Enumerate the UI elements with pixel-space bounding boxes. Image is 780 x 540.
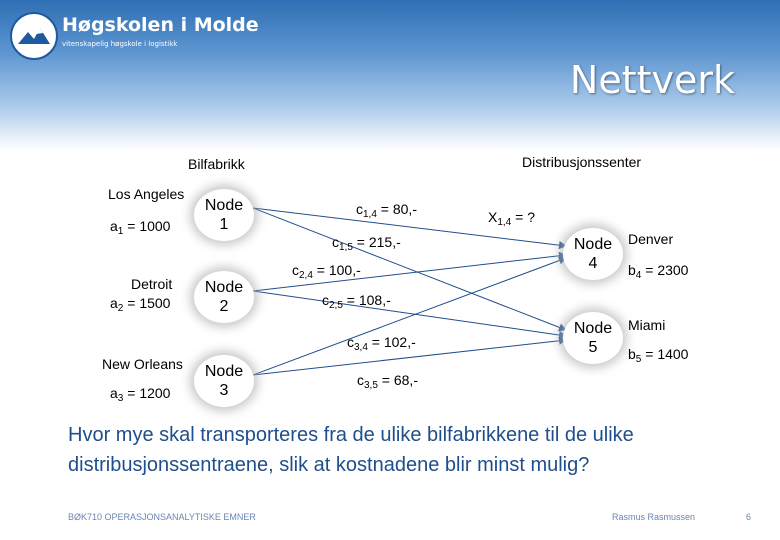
edge-cost-label: $c_{3,4} = 102,-$ (347, 334, 416, 353)
question-text: Hvor mye skal transporteres fra de ulike bilfabrikkene til de ulike distribusjonssentraene, slik at kostnadene blir minst mulig? (68, 424, 634, 476)
supply-label: $a_1 = 1000$ (110, 218, 171, 237)
edge-cost-label: $c_{3,5} = 68,-$ (357, 372, 418, 391)
node-3 (194, 355, 254, 407)
node-word: Node (204, 363, 244, 380)
footer-course: BØK710 OPERASJONSANALYTISKE EMNER (68, 512, 256, 522)
node-number: 3 (219, 382, 229, 399)
center-city: Denver (628, 231, 674, 247)
node-word: Node (204, 197, 244, 214)
demand-label: $b_5 = 1400$ (628, 346, 689, 365)
supply-label: $a_3 = 1200$ (110, 385, 171, 404)
supply-label: $a_2 = 1500$ (110, 295, 171, 314)
edge-cost-label: $c_{1,5} = 215,-$ (332, 234, 401, 253)
node-word: Node (204, 279, 244, 296)
factory-city: Detroit (131, 276, 173, 292)
node-2 (194, 271, 254, 323)
factory-city: New Orleans (102, 356, 183, 372)
node-1 (194, 189, 254, 241)
brand-tagline: vitenskapelig høgskole i logistikk (62, 40, 178, 48)
factories-heading: Bilfabrikk (188, 156, 245, 172)
edge-cost-label: $c_{1,4} = 80,-$ (356, 201, 417, 220)
footer-page-number: 6 (746, 512, 752, 522)
footer-author: Rasmus Rasmussen (612, 512, 696, 522)
edge-cost-label: $c_{2,4} = 100,-$ (292, 262, 361, 281)
brand-name: Høgskolen i Molde (62, 14, 259, 36)
edge-2-5 (253, 291, 566, 336)
node-word: Node (573, 320, 613, 337)
node-number: 4 (588, 255, 598, 272)
node-word: Node (573, 236, 613, 253)
center-city: Miami (628, 317, 666, 333)
centers-heading: Distribusjonssenter (522, 154, 642, 170)
flow-variable-label: $X_{1,4}$ = ? (488, 209, 535, 228)
edge-cost-label: $c_{2,5} = 108,-$ (322, 292, 391, 311)
node-5 (563, 312, 623, 364)
factory-city: Los Angeles (108, 186, 185, 202)
slide-title: Nettverk (569, 58, 735, 102)
demand-label: $b_4 = 2300$ (628, 262, 689, 281)
node-number: 2 (219, 298, 229, 315)
node-number: 5 (588, 339, 598, 356)
node-number: 1 (219, 216, 229, 233)
node-4 (563, 228, 623, 280)
